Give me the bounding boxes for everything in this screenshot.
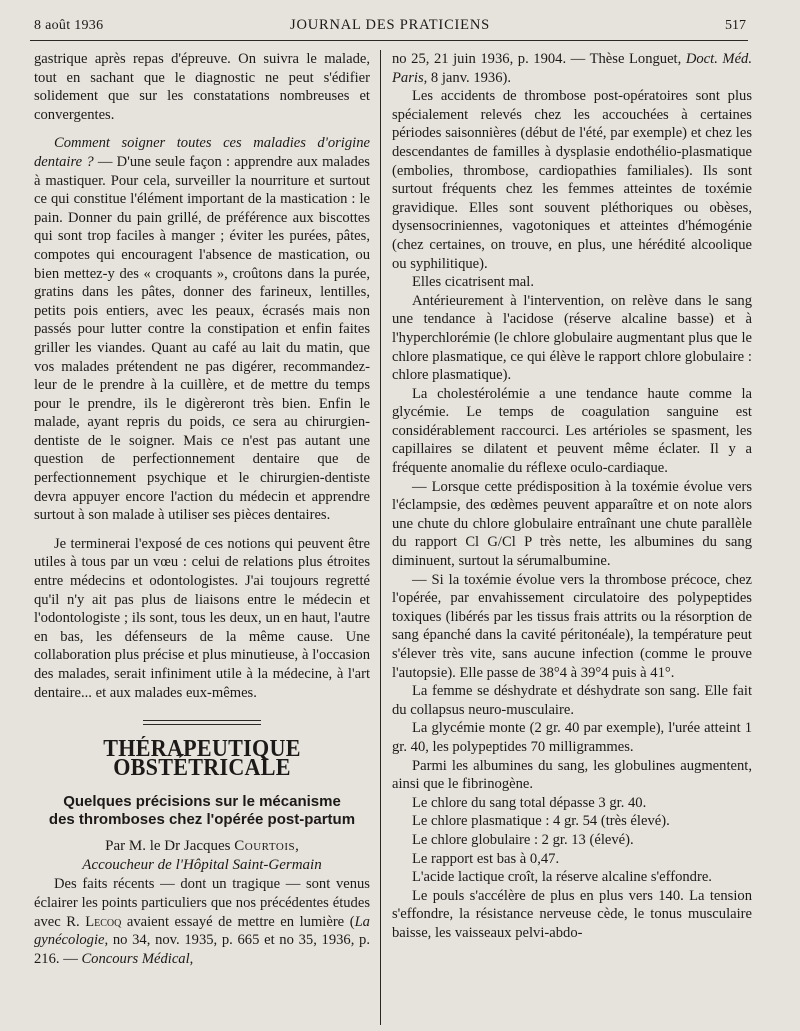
- paragraph: Le pouls s'accélère de plus en plus vers 140. La tension s'effondre, la résistance nerveuse cède, le tonus musculaire baisse, les vaisseaux pelvi-abdo-: [392, 887, 752, 941]
- journal-title: JOURNAL DES PRATICIENS: [290, 17, 490, 33]
- paragraph: Antérieurement à l'intervention, on relève dans le sang une tendance à l'acidose (réserve alcaline basse) et à l'hyperchlorémie (le chlore globulaire augmentant plus que le chlore plasmatique, ce qui élève le rapport chlore globulaire : chlore plasmatique).: [392, 292, 752, 384]
- question-heading: Comment soigner toutes ces maladies d'origine dentaire ?: [34, 135, 370, 170]
- paragraph: La glycémie monte (2 gr. 40 par exemple), l'urée atteint 1 gr. 40, les polypeptides 70 milligrammes.: [392, 720, 752, 755]
- paragraph: Le chlore plasmatique : 4 gr. 54 (très élevé).: [412, 813, 670, 830]
- paragraph: Les accidents de thrombose post-opératoires sont plus spécialement relevés chez les accouchées à certaines périodes saisonnières (début de l'été, par exemple) et chez les descendantes de familles à dysplasie endothélio-plasmatique (embolies, thrombose, cardiopathies familiales). Ils sont surtout fréquents chez les femmes atteintes de toxémie gravidique. Elles sont souvent pléthoriques ou obèses, dysensocriniennes, vagotoniques et atteintes d'hémogénie (chez certaines, on trouve, en plus, une hérédité alcoolique ou syphilitique).: [392, 88, 752, 272]
- paragraph: La cholestérolémie a une tendance haute comme la glycémie. Le temps de coagulation sanguine est considérablement raccourci. Les artérioles se spasment, les capillaires se dilatent et peuvent même éclater. Il y a fréquente anomalie du réflexe oculo-cardiaque.: [392, 385, 752, 477]
- text: ,: [189, 950, 194, 967]
- article-title: [34, 793, 370, 829]
- paragraph: L'acide lactique croît, la réserve alcaline s'effondre.: [412, 869, 712, 886]
- text: , 8 janv. 1936).: [423, 69, 512, 86]
- left-column: [34, 50, 370, 968]
- paragraph: Le chlore globulaire : 2 gr. 13 (élevé).: [412, 831, 634, 848]
- paragraph: Le rapport est bas à 0,47.: [412, 850, 560, 867]
- paragraph-text: — D'une seule façon : apprendre aux malades à mastiquer. Pour cela, surveiller la nourriture et surtout ce qui constitue l'élément important de la mastication : le pain. Donner du pain grillé, de préférence aux biscottes qui sont trop faciles à manger ; éviter les purées, pâtes, compotes qui encouragent l'absence de mastication, ou bien mettez-y des « croquants », croûtons dans la purée, gratins dans les pâtes, donner des farineux, lentilles, petits pois entiers, avec les peaux, écrasés mais non passés pour lutter contre la constipation et enfin faites griller les viandes. Quant au café au lait du matin, que vos malades prétendent ne pas digérer, recommandez-leur de le prendre à la cuillère, et de mettre du temps pour le prendre, ils le digèreront très bien. Enfin le malade, ayant repris du poids, ce sera au chirurgien-dentiste de le soigner. Mais ce n'est pas autant une question de perfectionnement dentaire que de perfectionnement psychique et le chirurgien-dentiste devra appuyer encore l'action du médecin et apprendre surtout à son malade à utiliser ses pièces dentaires.: [34, 153, 370, 524]
- paragraph: Elles cicatrisent mal.: [412, 274, 534, 291]
- byline-prefix: Par M. le Dr Jacques: [105, 838, 235, 855]
- text: Des faits récents — dont un tragique — sont venus éclairer les points particuliers que nos précédentes études avec R.: [34, 876, 370, 930]
- text: , no 34, nov. 1935, p. 665 et no 35, 1936, p. 216. —: [34, 932, 370, 967]
- column-divider: [380, 50, 381, 1025]
- paragraph: gastrique après repas d'épreuve. On suivra le malade, tout en sachant que le diagnostic ne peut s'édifier solidement que sur les constatations nombreuses et convergentes.: [34, 51, 370, 123]
- paragraph: Je terminerai l'exposé de ces notions qui peuvent être utiles à tous par un vœu : celui de relations plus étroites entre médecins et odontologistes. J'ai toujours regretté qu'il n'y ait pas plus de liaisons entre le médecin et l'odontologiste ; ils sont, tous les deux, un en haut, l'autre en bas, les défenseurs de la même cause. Une collaboration plus précise et plus minutieuse, à l'occasion des malades, serait infiniment utile à la médecine, à l'art dentaire... et aux malades eux-mêmes.: [34, 535, 370, 701]
- page-number: 517: [725, 18, 746, 33]
- header-date: 8 août 1936: [34, 18, 104, 33]
- article-title-line: des thromboses chez l'opérée post-partum: [48, 811, 356, 829]
- coauthor-name: Lecoq: [85, 913, 122, 930]
- header-rule: [30, 40, 748, 41]
- paragraph: [34, 875, 370, 968]
- section-divider: [143, 720, 261, 725]
- author-affiliation: Accoucheur de l'Hôpital Saint-Germain: [82, 857, 322, 874]
- paragraph: — Si la toxémie évolue vers la thrombose précoce, chez l'opérée, par envahissement circulatoire des polypeptides toxiques (libérés par les tissus frais attrits ou la résorption de sang épanché dans la cavité péritonéale), la température peut s'élever très vite, sans aucune infection (comme le prouve l'autopsie). Elle passe de 38°4 à 39°4 puis à 41°.: [392, 571, 752, 681]
- byline-suffix: ,: [295, 838, 299, 855]
- paragraph: La femme se déshydrate et déshydrate son sang. Elle fait du collapsus neuro-musculaire.: [392, 683, 752, 718]
- paragraph: [34, 134, 370, 524]
- citation-title: Doct. Méd. Paris: [392, 51, 752, 86]
- paragraph: [392, 50, 752, 87]
- article-title-line: Quelques précisions sur le mécanisme: [63, 793, 341, 811]
- text: avaient essayé de mettre en lumière (: [121, 913, 355, 930]
- citation-title: La gynécologie: [34, 913, 370, 949]
- paragraph: — Lorsque cette prédisposition à la toxémie évolue vers l'éclampsie, des œdèmes peuvent apparaître et on note alors une chute du chlore globulaire entraînant une chute parallèle du rapport Cl G/Cl P très nette, les albumines du sang diminuent, surtout la sérumalbumine.: [392, 478, 752, 570]
- page-header: [30, 12, 750, 40]
- paragraph: Le chlore du sang total dépasse 3 gr. 40.: [412, 794, 647, 811]
- author-byline: [34, 837, 370, 856]
- author-name: Courtois: [234, 838, 296, 855]
- section-title: THÉRAPEUTIQUE OBSTÉTRICALE: [103, 736, 301, 781]
- text: no 25, 21 juin 1936, p. 1904. — Thèse Longuet,: [392, 51, 686, 67]
- citation-title: Concours Médical: [81, 950, 190, 967]
- right-column: [392, 50, 752, 943]
- paragraph: Parmi les albumines du sang, les globulines augmentent, ainsi que le fibrinogène.: [392, 757, 752, 793]
